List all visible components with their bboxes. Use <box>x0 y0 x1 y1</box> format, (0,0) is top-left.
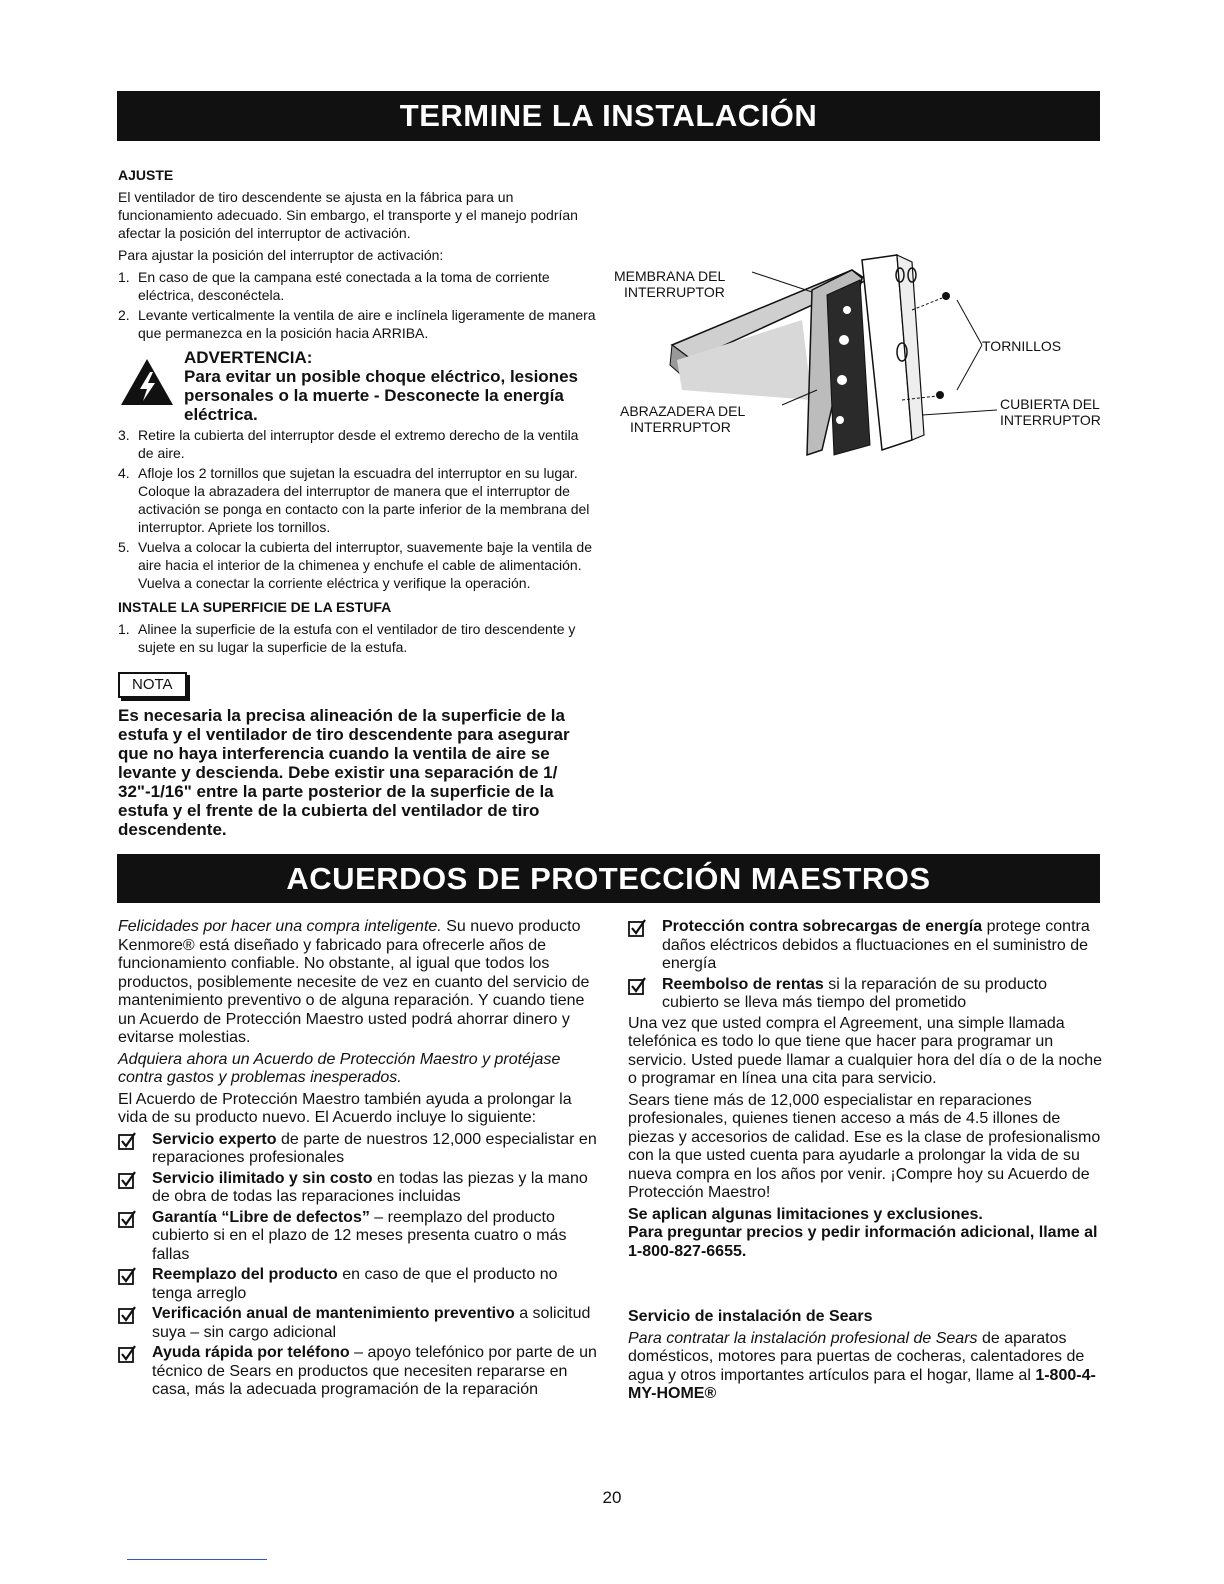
adjust-steps-a <box>118 268 596 342</box>
benefit-item: Servicio experto de parte de nuestros 12,000 especialistar en reparaciones profesionales <box>118 1131 600 1168</box>
checkbox-checked-icon <box>118 1132 137 1151</box>
benefit-item: Garantía “Libre de defectos” – reemplazo del producto cubierto si en el plazo de 12 meses presenta cuatro o más fallas <box>118 1209 600 1265</box>
checkbox-checked-icon <box>118 1345 137 1364</box>
step-text: Alinee la superficie de la estufa con el ventilador de tiro descendente y sujete en su lugar la superficie de la estufa. <box>138 621 576 655</box>
step-number: 4. <box>118 465 130 481</box>
step-item <box>118 426 596 462</box>
checkbox-checked-icon <box>118 1171 137 1190</box>
step-number: 1. <box>118 269 130 285</box>
step-item <box>118 306 596 342</box>
step-number: 5. <box>118 539 130 555</box>
step-text: En caso de que la campana esté conectada a la toma de corriente eléctrica, desconéctela. <box>138 269 550 303</box>
checkbox-checked-icon <box>628 977 647 996</box>
protection-sears: Sears tiene más de 12,000 especialistar en reparaciones profesionales, quienes tienen acceso a más de 4.5 illones de piezas y accesorios de calidad. Ese es la clase de profesionalismo con la que usted cuenta para ayudarle a prolongar la vida de su nueva compra en los años por venir. ¡Compre hoy su Acuerdo de Protección Maestro! <box>628 1091 1101 1201</box>
benefit-item: Protección contra sobrecargas de energía protege contra daños eléctricos debidos a fluctuaciones en el suministro de energía <box>628 918 1108 974</box>
step-text: Vuelva a colocar la cubierta del interruptor, suavemente baje la ventila de aire hacia el interior de la chimenea y enchufe el cable de alimentación. Vuelva a conectar la corriente eléctrica y verifique la operación. <box>138 539 592 591</box>
adjust-heading: AJUSTE <box>118 167 174 183</box>
adjust-intro: El ventilador de tiro descendente se ajusta en la fábrica para un funcionamiento adecuado. Sin embargo, el transporte y el manejo podrían afectar la posición del interruptor de activación. <box>118 189 578 241</box>
benefit-item: Reembolso de rentas si la reparación de su producto cubierto se lleva más tiempo del prometido <box>628 976 1108 1013</box>
step-item <box>118 464 596 536</box>
step-text: Retire la cubierta del interruptor desde el extremo derecho de la ventila de aire. <box>138 427 579 461</box>
label-screws: TORNILLOS <box>982 338 1062 354</box>
step-number: 2. <box>118 307 130 323</box>
checkbox-checked-icon <box>628 919 647 938</box>
section-banner-protection: ACUERDOS DE PROTECCIÓN MAESTROS <box>117 854 1100 903</box>
protection-left-column <box>118 918 600 1402</box>
step-item <box>118 538 596 592</box>
benefit-item: Ayuda rápida por teléfono – apoyo telefónico por parte de un técnico de Sears en productos que necesiten repararse en casa, más la adecuada programación de la reparación <box>118 1344 600 1400</box>
label-membrane: MEMBRANA DEL INTERRUPTOR <box>614 268 726 300</box>
install-service-heading: Servicio de instalación de Sears <box>628 1308 873 1325</box>
label-clamp: ABRAZADERA DEL INTERRUPTOR <box>620 403 746 435</box>
benefit-item: Verificación anual de mantenimiento preventivo a solicitud suya – sin cargo adicional <box>118 1305 600 1342</box>
benefit-item: Servicio ilimitado y sin costo en todas las piezas y la mano de obra de todas las reparaciones incluidas <box>118 1170 600 1207</box>
warning-block <box>118 348 596 424</box>
protection-includes: El Acuerdo de Protección Maestro también ayuda a prolongar la vida de su producto nuevo. El Acuerdo incluye lo siguiente: <box>118 1090 572 1126</box>
step-item <box>118 620 596 656</box>
checkbox-checked-icon <box>118 1306 137 1325</box>
adjust-section <box>118 160 596 839</box>
note-label: NOTA <box>118 672 187 698</box>
step-number: 3. <box>118 427 130 443</box>
step-number: 1. <box>118 621 130 637</box>
step-text: Levante verticalmente la ventila de aire e inclínela ligeramente de manera que permanezca en la posición hacia ARRIBA. <box>138 307 596 341</box>
adjust-steps-b <box>118 426 596 592</box>
protection-limits: Se aplican algunas limitaciones y exclusiones. <box>628 1205 983 1223</box>
label-cover: CUBIERTA DEL INTERRUPTOR <box>1000 396 1101 428</box>
checkbox-checked-icon <box>118 1267 137 1286</box>
warning-text: Para evitar un posible choque eléctrico, lesiones personales o la muerte - Desconecte la energía eléctrica. <box>184 367 578 424</box>
switch-diagram <box>612 250 1112 460</box>
surface-steps <box>118 620 596 656</box>
benefits-list-right <box>628 918 1108 1013</box>
footer-rule <box>127 1559 267 1560</box>
checkbox-checked-icon <box>118 1210 137 1229</box>
surface-heading: INSTALE LA SUPERFICIE DE LA ESTUFA <box>118 599 392 615</box>
protection-call: Una vez que usted compra el Agreement, una simple llamada telefónica es todo lo que tiene que hacer para programar un servicio. Usted puede llamar a cualquier hora del día o de la noche o programar en línea una cita para servicio. <box>628 1014 1103 1087</box>
protection-intro: Felicidades por hacer una compra inteligente. Su nuevo producto Kenmore® está diseñado y fabricado para ofrecerle años de funcionamiento confiable. No obstante, al igual que todos los productos, posiblemente necesite de vez en cuanto del servicio de mantenimiento preventivo o de alguna reparación. Y cuando tiene un Acuerdo de Protección Maestro usted podrá ahorrar dinero y evitarse molestias. <box>118 918 590 1046</box>
protection-ask: Para preguntar precios y pedir información adicional, llame al 1-800-827-6655. <box>628 1224 1098 1260</box>
page-number: 20 <box>602 1488 622 1507</box>
warning-shock-icon <box>120 358 174 406</box>
step-item <box>118 268 596 304</box>
warning-title: ADVERTENCIA: <box>184 348 313 367</box>
benefit-item: Reemplazo del producto en caso de que el producto no tenga arreglo <box>118 1266 600 1303</box>
protection-offer: Adquiera ahora un Acuerdo de Protección Maestro y protéjase contra gastos y problemas inesperados. <box>118 1050 561 1086</box>
install-service-text: Para contratar la instalación profesional de Sears de aparatos domésticos, motores para puertas de cocheras, calentadores de agua y otros importantes artículos para el hogar, llame al 1-800-4-MY-HOME® <box>628 1329 1096 1402</box>
adjust-lead: Para ajustar la posición del interruptor de activación: <box>118 247 444 263</box>
section-banner-install: TERMINE LA INSTALACIÓN <box>117 91 1100 141</box>
step-text: Afloje los 2 tornillos que sujetan la escuadra del interruptor en su lugar. Coloque la abrazadera del interruptor de manera que el interruptor de activación se ponga en contacto con la parte inferior de la membrana del interruptor. Apriete los tornillos. <box>138 465 590 535</box>
protection-right-column <box>628 918 1108 1407</box>
note-text: Es necesaria la precisa alineación de la superficie de la estufa y el ventilador de tiro descendente para asegurar que no haya interferencia cuando la ventila de aire se levante y descienda. Debe existir una separación de 1/ 32"-1/16" entre la parte posterior de la superficie de la estufa y el frente de la cubierta del ventilador de tiro descendente. <box>118 706 570 839</box>
benefits-list-left <box>118 1131 600 1400</box>
